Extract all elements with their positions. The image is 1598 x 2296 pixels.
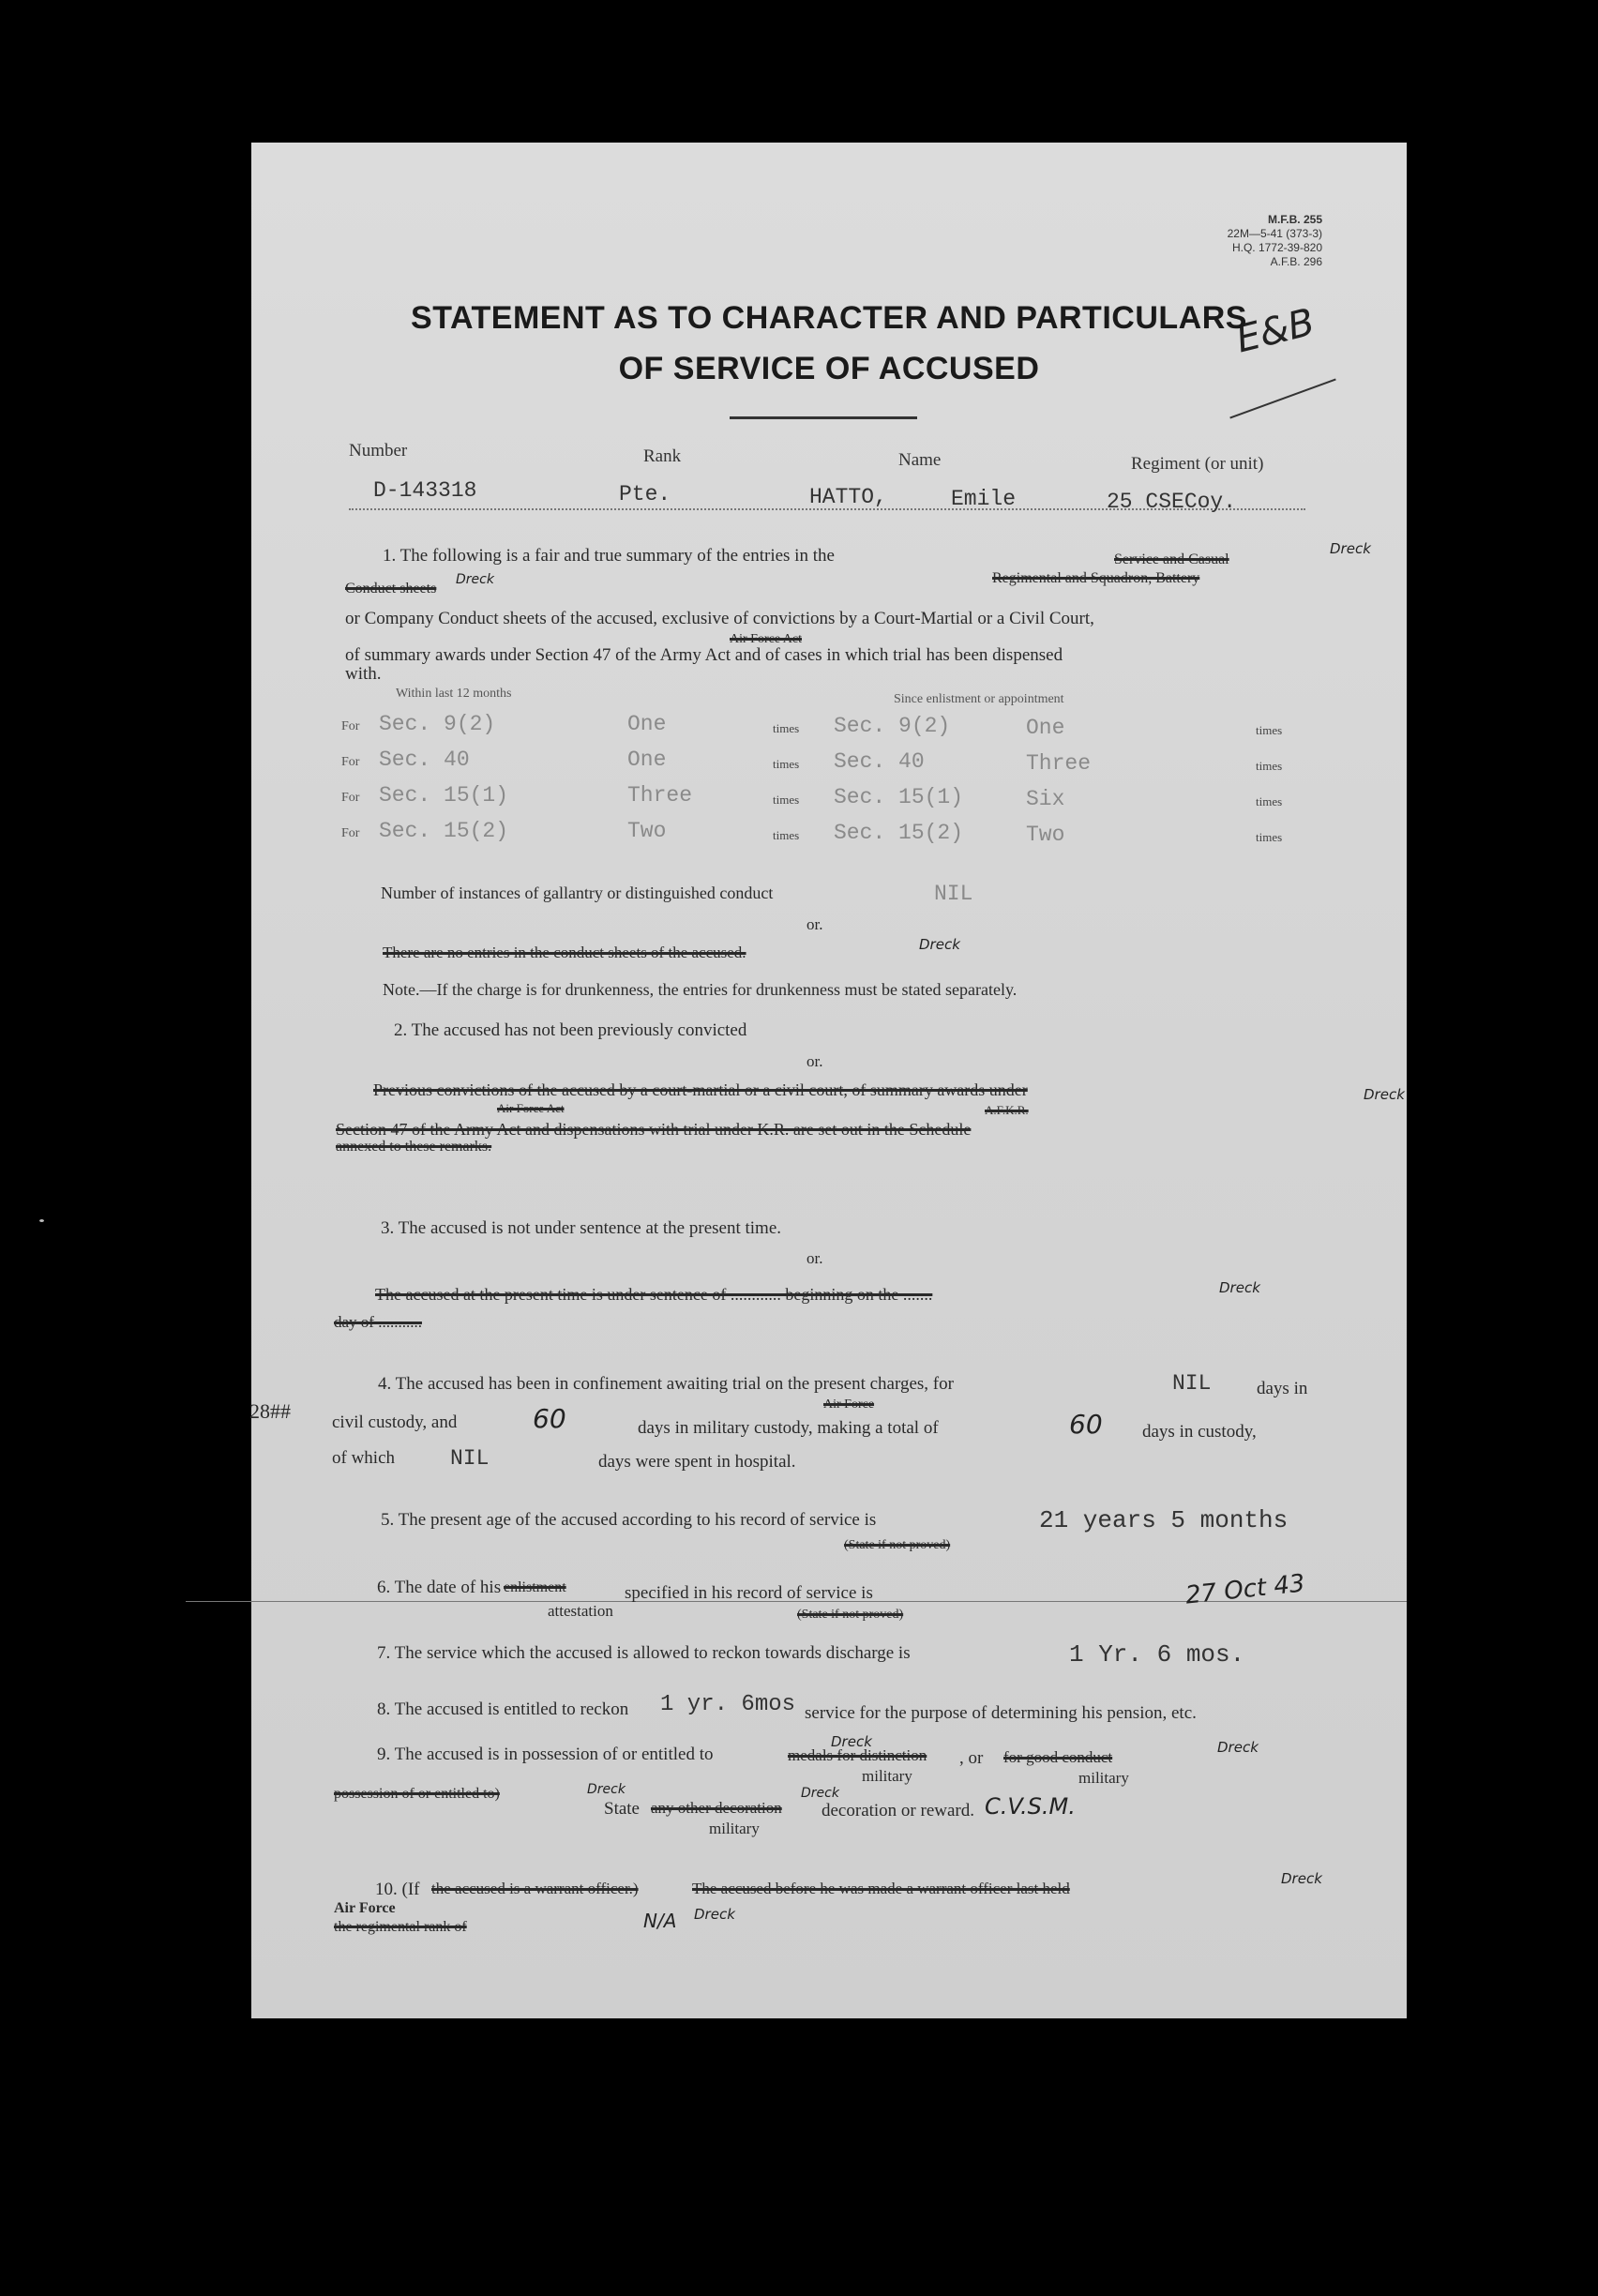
p2-struck-afkr: A.F.K.R.: [985, 1103, 1029, 1117]
p9-military-1: military: [862, 1767, 912, 1785]
for-label: For: [341, 755, 360, 769]
within-12-months-head: Within last 12 months: [396, 687, 512, 701]
times-label: times: [773, 828, 800, 842]
hw-initial: Dreck: [456, 572, 494, 587]
total-count: Three: [1026, 751, 1092, 776]
p4-line-b1: civil custody, and: [332, 1412, 458, 1432]
p10-line-a: 10. (If: [375, 1880, 420, 1899]
form-code-block: [1228, 213, 1322, 269]
p1-line-b: or Company Conduct sheets of the accused, exclusive of convictions by a Court-Martial or a Civil Court,: [345, 609, 1094, 628]
age-value: 21 years 5 months: [1039, 1506, 1289, 1534]
civil-custody-days: NIL: [1172, 1371, 1212, 1396]
p4-line-c1: of which: [332, 1448, 396, 1468]
name-label: Name: [898, 450, 942, 470]
decoration-value: C.V.S.M.: [985, 1793, 1076, 1820]
times-label: times: [1256, 794, 1283, 808]
hw-initial: Dreck: [1217, 1739, 1259, 1756]
page-title: STATEMENT AS TO CHARACTER AND PARTICULARS: [411, 300, 1247, 336]
p2-struck-2: Section 47 of the Army Act and dispensations with trial under K.R. are set out in the Schedule: [336, 1120, 972, 1139]
times-label: times: [773, 793, 800, 807]
hw-initial: Dreck: [1219, 1279, 1260, 1296]
p5-struck: (State if not proved): [844, 1538, 951, 1552]
unit-value: 25 CSECoy.: [1107, 490, 1237, 514]
p3-struck-1: The accused at the present time is under sentence of ............ beginning on the .......: [375, 1285, 933, 1304]
service-number: D-143318: [373, 478, 477, 503]
hw-initial: Dreck: [1281, 1870, 1322, 1887]
table-row: [341, 748, 1317, 776]
p9-line-b: , or: [959, 1748, 984, 1768]
or-separator: or.: [807, 1052, 823, 1070]
no-entries-struck: There are no entries in the conduct sheets of the accused.: [383, 944, 746, 961]
for-label: For: [341, 719, 360, 733]
recent-count: One: [627, 712, 667, 736]
gallantry-value: NIL: [934, 882, 973, 906]
recent-count: Two: [627, 819, 667, 843]
total-count: Two: [1026, 823, 1065, 847]
rank-value: Pte.: [619, 482, 671, 506]
p1-struck-air-force-act: Air Force Act: [730, 632, 802, 646]
p4-line-b3: days in custody,: [1142, 1422, 1257, 1442]
p9-line-a: 9. The accused is in possession of or entitled to: [377, 1745, 714, 1764]
table-row: [341, 819, 1317, 847]
p6-line-a: 6. The date of his: [377, 1578, 502, 1597]
hw-initial: Dreck: [831, 1733, 872, 1750]
form-code-line: H.Q. 1772-39-820: [1231, 241, 1322, 254]
document-page: [251, 143, 1407, 2018]
surname-value: HATTO,: [809, 485, 887, 509]
since-enlistment-head: Since enlistment or appointment: [894, 692, 1064, 706]
total-section: Sec. 9(2): [834, 714, 951, 738]
recent-section: Sec. 15(2): [379, 819, 509, 843]
p9-military-3: military: [709, 1820, 760, 1837]
p1-line-a: 1. The following is a fair and true summary of the entries in the: [383, 546, 835, 566]
reckon-discharge-value: 1 Yr. 6 mos.: [1069, 1640, 1245, 1669]
hospital-days: NIL: [450, 1446, 490, 1471]
p3-line-a: 3. The accused is not under sentence at the present time.: [381, 1218, 781, 1238]
recent-section: Sec. 15(1): [379, 783, 509, 808]
total-custody-days: 60: [1069, 1409, 1103, 1440]
for-label: For: [341, 791, 360, 805]
rank-label: Rank: [643, 446, 682, 466]
p9-struck-possession: possession of or entitled to): [334, 1786, 500, 1802]
times-label: times: [773, 721, 800, 735]
p6-line-b: specified in his record of service is: [625, 1583, 873, 1603]
scan-speck: [39, 1219, 44, 1222]
reckon-pension-value: 1 yr. 6mos: [660, 1692, 796, 1717]
handwritten-annotation: E&B: [1231, 300, 1319, 362]
p4-line-a: 4. The accused has been in confinement awaiting trial on the present charges, for: [378, 1374, 954, 1394]
p1-struck-regimental: Regimental and Squadron, Battery: [992, 570, 1200, 586]
p7-line-a: 7. The service which the accused is allowed to reckon towards discharge is: [377, 1643, 911, 1663]
p10-struck-rank: the regimental rank of: [334, 1919, 467, 1935]
p1-struck-conduct: Conduct sheets: [345, 581, 437, 597]
form-code-line: 22M—5-41 (373-3): [1227, 227, 1322, 240]
p1-line-d: with.: [345, 664, 382, 684]
given-name-value: Emile: [951, 487, 1017, 511]
p6-struck-proved: (State if not proved): [797, 1608, 904, 1622]
p8-line-b: service for the purpose of determining his pension, etc.: [805, 1703, 1197, 1723]
times-label: times: [773, 757, 800, 771]
number-label: Number: [349, 441, 408, 461]
p8-line-a: 8. The accused is entitled to reckon: [377, 1699, 629, 1719]
conduct-table: [341, 712, 1317, 847]
p2-struck-air-force-act: Air Force Act: [497, 1101, 565, 1115]
recent-count: Three: [627, 783, 693, 808]
form-code-line: A.F.B. 296: [1270, 255, 1322, 268]
p1-line-c: of summary awards under Section 47 of the Army Act and of cases in which trial has been dispensed: [345, 645, 1063, 665]
recent-section: Sec. 9(2): [379, 712, 496, 736]
page-subtitle: OF SERVICE OF ACCUSED: [618, 351, 1040, 386]
total-count: One: [1026, 716, 1065, 740]
p4-line-b2: days in military custody, making a total of: [638, 1418, 939, 1438]
margin-mark: 28##: [249, 1399, 291, 1423]
hw-initial: Dreck: [919, 936, 960, 953]
recent-count: One: [627, 748, 667, 772]
form-code-line: M.F.B. 255: [1267, 213, 1322, 226]
p6-struck-enlistment: enlistment: [504, 1579, 566, 1595]
total-section: Sec. 15(1): [834, 785, 964, 809]
p4-struck-air-force: Air Force: [823, 1397, 875, 1412]
p2-struck-1: Previous convictions of the accused by a court-martial or a civil court, of summary awards under: [373, 1080, 1028, 1099]
military-custody-days: 60: [533, 1403, 566, 1434]
regiment-label: Regiment (or unit): [1131, 454, 1264, 474]
total-count: Six: [1026, 787, 1065, 811]
days-in-label: days in: [1257, 1379, 1308, 1398]
gallantry-line: Number of instances of gallantry or distinguished conduct: [381, 884, 774, 902]
times-label: times: [1256, 723, 1283, 737]
hw-initial: Dreck: [587, 1782, 626, 1797]
p10-struck-before: The accused before he was made a warrant officer last held: [692, 1880, 1070, 1897]
p9-military-2: military: [1078, 1769, 1129, 1787]
p9-line-d: decoration or reward.: [822, 1801, 975, 1820]
table-row: [341, 783, 1317, 811]
recent-section: Sec. 40: [379, 748, 470, 772]
p3-struck-2: day of ...........: [334, 1313, 422, 1331]
p9-struck-good-conduct: for good conduct: [1003, 1748, 1113, 1766]
hw-initial: Dreck: [694, 1906, 735, 1923]
total-section: Sec. 40: [834, 749, 925, 774]
previous-rank-value: N/A: [643, 1910, 677, 1932]
p2-line-a: 2. The accused has not been previously convicted: [394, 1020, 747, 1040]
attestation-date: 27 Oct 43: [1183, 1569, 1306, 1610]
or-separator: or.: [807, 1249, 823, 1267]
total-section: Sec. 15(2): [834, 821, 964, 845]
times-label: times: [1256, 830, 1283, 844]
p6-attestation: attestation: [548, 1602, 613, 1620]
p9-struck-other-decoration: any other decoration: [651, 1799, 782, 1817]
drunkenness-note: Note.—If the charge is for drunkenness, the entries for drunkenness must be stated separately.: [383, 980, 1018, 999]
table-row: [341, 712, 1317, 740]
or-separator: or.: [807, 915, 823, 933]
p1-struck-service: Service and Casual: [1114, 551, 1229, 567]
p2-struck-3: annexed to these remarks.: [336, 1139, 492, 1155]
p9-struck-medals: medals for distinction: [788, 1746, 927, 1764]
p4-line-c2: days were spent in hospital.: [598, 1452, 796, 1472]
times-label: times: [1256, 759, 1283, 773]
hw-initial: Dreck: [1330, 540, 1371, 557]
p10-air-force: Air Force: [334, 1900, 396, 1916]
p9-state: State: [604, 1799, 640, 1819]
for-label: For: [341, 826, 360, 840]
p5-line-a: 5. The present age of the accused according to his record of service is: [381, 1510, 877, 1530]
hw-initial: Dreck: [1364, 1086, 1405, 1103]
hw-initial: Dreck: [801, 1786, 839, 1801]
title-rule: [730, 416, 917, 419]
p10-struck-warrant-officer: the accused is a warrant officer.): [431, 1880, 639, 1897]
